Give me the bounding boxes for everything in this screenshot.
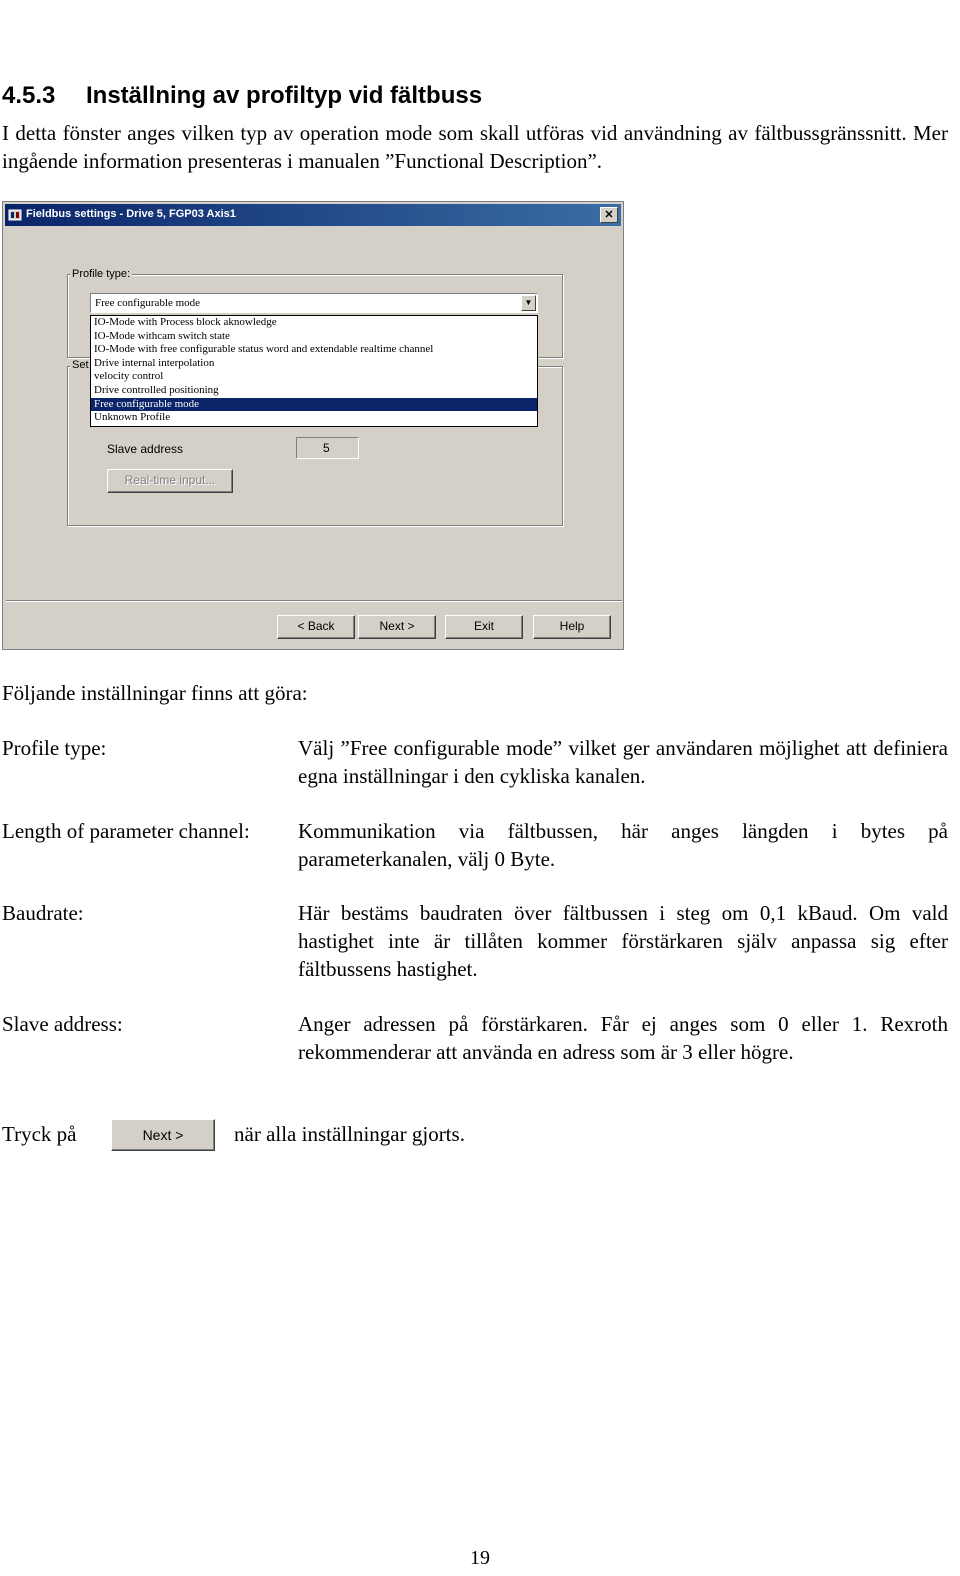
exit-button[interactable]: Exit [445,615,523,639]
settings-intro: Följande inställningar finns att göra: [2,681,308,705]
desc-slave-address: Anger adressen på förstärkaren. Får ej anges som 0 eller 1. Rexroth rekommenderar att använda en adress som är 3 eller högre. [298,1012,948,1064]
page-number: 19 [470,1547,490,1569]
app-icon [8,208,22,222]
dropdown-item[interactable]: Drive internal interpolation [94,356,215,369]
desc-parameter-channel: Kommunikation via fältbussen, här anges längden i bytes på parameterkanalen, välj 0 Byte. [298,819,948,871]
term-baudrate: Baudrate: [2,901,84,925]
footer-instruction-before: Tryck på [2,1122,77,1146]
dropdown-item[interactable]: IO-Mode with free configurable status word and extendable realtime channel [94,343,434,356]
next-button[interactable]: Next > [358,615,436,639]
desc-baudrate: Här bestäms baudraten över fältbussen i steg om 0,1 kBaud. Om vald hastighet inte är tillåten kommer förstärkaren själv anpassa sig efter fältbussens hastighet. [298,901,948,981]
slave-address-label: Slave address [107,442,184,456]
footer-instruction-after: när alla inställningar gjorts. [234,1122,465,1146]
realtime-input-button[interactable]: Real-time input... [107,469,233,493]
term-profile-type: Profile type: [2,736,107,760]
settings-group-label: Set [72,359,89,371]
section-title: Inställning av profiltyp vid fältbuss [86,82,483,109]
back-button[interactable]: < Back [277,615,355,639]
help-button[interactable]: Help [533,615,611,639]
slave-address-field[interactable]: 5 [296,437,359,459]
dialog-title: Fieldbus settings - Drive 5, FGP03 Axis1 [26,208,236,220]
dropdown-item-selected[interactable]: Free configurable mode [91,398,537,412]
dropdown-item[interactable]: Drive controlled positioning [94,383,219,396]
profile-type-select[interactable] [90,293,538,313]
section-number: 4.5.3 [2,82,56,109]
close-icon[interactable]: ✕ [600,207,618,223]
term-parameter-channel: Length of parameter channel: [2,819,250,843]
profile-type-group-label: Profile type: [72,268,131,280]
dialog-titlebar [5,204,621,226]
dropdown-item[interactable]: Unknown Profile [94,411,171,424]
dialog-separator [6,600,622,602]
dropdown-item[interactable]: IO-Mode with Process block aknowledge [94,316,277,328]
profile-type-dropdown [90,315,538,427]
chevron-down-icon[interactable]: ▼ [521,295,536,311]
term-slave-address: Slave address: [2,1012,123,1036]
section-heading [2,82,482,110]
desc-profile-type: Välj ”Free configurable mode” vilket ger användaren möjlighet att definiera egna inställningar i den cykliska kanalen. [298,736,948,788]
dropdown-item[interactable]: IO-Mode withcam switch state [94,329,230,342]
next-button-inline[interactable]: Next > [111,1119,215,1151]
profile-type-value: Free configurable mode [95,297,201,309]
dropdown-item[interactable]: velocity control [94,370,164,383]
intro-paragraph: I detta fönster anges vilken typ av operation mode som skall utföras vid användning av fältbussgränssnitt. Mer ingående information presenteras i manualen ”Functional Description”. [2,121,948,173]
